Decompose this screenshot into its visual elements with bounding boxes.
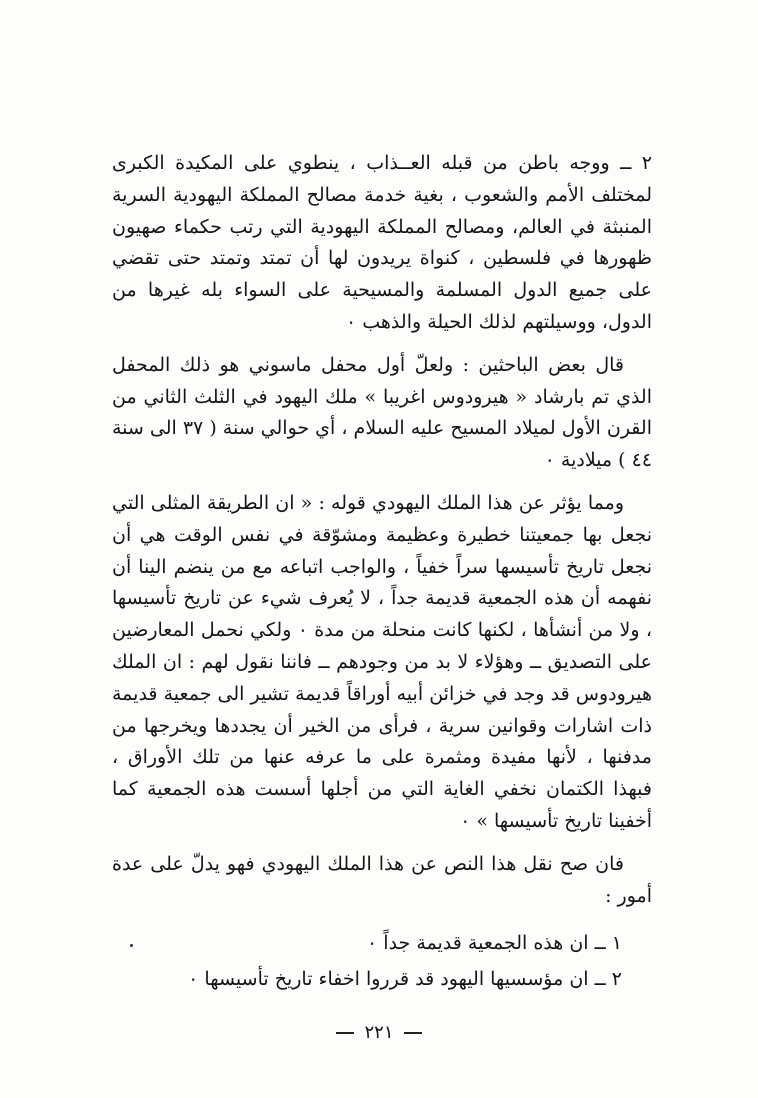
paragraph-hidden-aspect: ٢ ــ ووجه باطن من قبله العــذاب ، ينطوي على المكيدة الكبرى لمختلف الأمم والشعوب ، بغية خدمة مصالح المملكة اليهودية السرية المنبثة في العالم، ومصالح المملكة اليهودية التي رتب حكماء صهيون ظهورها في فلسطين ، كنواة يريدون لها أن تمتد وتمتد حتى تقضي على جميع الدول المسلمة والمسيحية على السواء بله غيرها من الدول، ووسيلتهم لذلك الحيلة والذهب ٠ [112,152,652,333]
page-number: ٢٢١ [364,1022,394,1043]
ink-speck [130,944,133,947]
paragraph-king-quote: ومما يؤثر عن هذا الملك اليهودي قوله : « ان الطريقة المثلى التي نجعل بها جمعيتنا خطيرة وعظيمة ومشوّقة في نفس الوقت هي أن نجعل تاريخ تأسيسها سراً خفياً ، والواجب اتباعه مع من ينضم الينا أن نفهمه أن هذه الجمعية قديمة جداً ، لا يُعرف شيء عن تاريخ تأسيسها ، ولا من أنشأها ، لكنها كانت منحلة من مدة ٠ ولكي نحمل المعارضين على التصديق ــ وهؤلاء لا بد من وجودهم ــ فاننا نقول لهم : ان الملك هيرودوس قد وجد في خزائن أبيه أوراقاً قديمة تشير الى جمعية قديمة ذات اشارات وقوانين سرية ، فرأى من الخير أن يجددها ويخرجها من مدفنها ، لأنها مفيدة ومثمرة على ما عرفه عنها من تلك الأوراق ، فبهذا الكتمان نخفي الغاية التي من أجلها أسست هذه الجمعية كما أخفينا تاريخ تأسيسها » ٠ [112,491,652,832]
paragraph-first-lodge: قال بعض الباحثين : ولعلّ أول محفل ماسوني هو ذلك المحفل الذي تم بارشاد « هيرودوس اغريبا » ملك اليهود في الثلث الثاني من القرن الأول لميلاد المسيح عليه السلام ، أي حوالي سنة ( ٣٧ الى سنة ٤٤ ) ميلادية ٠ [112,353,652,472]
conclusion-list [112,926,652,996]
page-body [112,148,652,996]
page-number-footer [0,1022,758,1043]
paragraph-conclusion: فان صح نقل هذا النص عن هذا الملك اليهودي فهو يدلّ على عدة أمور : [112,852,652,907]
footer-dash-right [336,1032,354,1034]
list-item: ٢ ــ ان مؤسسيها اليهود قد قرروا اخفاء تاريخ تأسيسها ٠ [188,968,622,991]
footer-dash-left [404,1032,422,1034]
list-item: ١ ــ ان هذه الجمعية قديمة جداً ٠ [367,932,622,955]
